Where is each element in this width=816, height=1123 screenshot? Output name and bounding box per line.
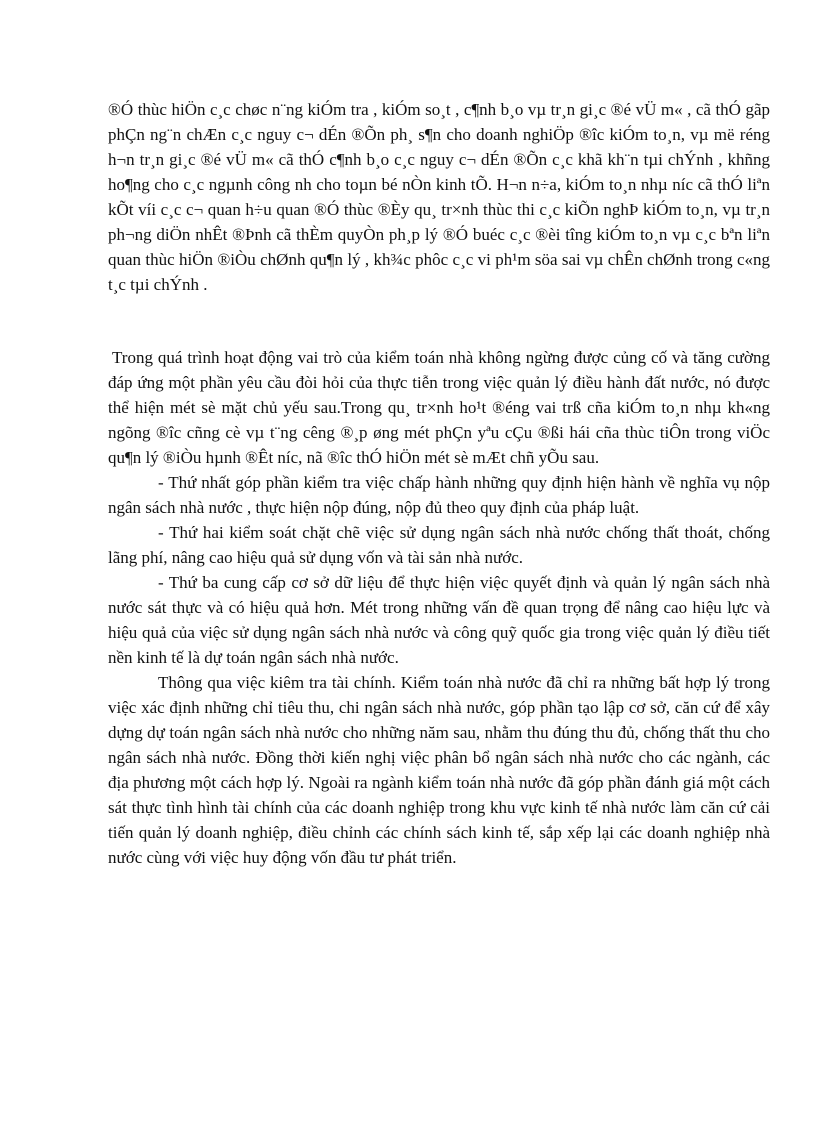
main-body	[108, 345, 770, 870]
garbled-encoding-paragraph: ®Ó thùc hiÖn c¸c chøc n¨ng kiÓm tra , kiÓm so¸t , c¶nh b¸o vµ tr¸n gi¸c ®é vÜ m« , cã thÓ gãp phÇn ng¨n chÆn c¸c nguy c¬ dÉn ®Õn ph¸ s¶n cho doanh nghiÖp ®îc kiÓm to¸n, vµ më réng h¬n tr¸n gi¸c ®é vÜ m« cã thÓ c¶nh b¸o c¸c nguy c¬ dÉn ®Õn c¸c khã kh¨n tµi chÝnh , khñng ho¶ng cho c¸c ngµnh công nh cho toµn bé nÒn kinh tÕ. H¬n n÷a, kiÓm to¸n nhµ níc cã thÓ liªn kÕt víi c¸c c¬ quan h÷u quan ®Ó thùc ®Èy qu¸ tr×nh thùc thi c¸c kiÕn nghÞ kiÓm to¸n, vµ tr¸n ph¬ng diÖn nhÊt ®Þnh cã thÈm quyÒn ph¸p lý ®Ó buéc c¸c ®èi tîng kiÓm to¸n vµ c¸c bªn liªn quan thùc hiÖn ®iÒu chØnh qu¶n lý , kh¾c phôc c¸c vi ph¹m söa sai vµ chÊn chØnh trong c«ng t¸c tµi chÝnh .	[108, 100, 770, 294]
intro-paragraph: Trong quá trình hoạt động vai trò của kiểm toán nhà không ngừng được củng cố và tăng cường đáp ứng một phần yêu cầu đòi hỏi của thực tiễn trong việc quản lý điều hành đất nước, nó được thể hiện mét sè mặt chủ yếu sau.Trong qu¸ tr×nh ho¹t ®éng vai trß cña kiÓm to¸n nhµ kh«ng ngõng ®îc cñng cè vµ t¨ng cêng ®¸p øng mét phÇn yªu cÇu ®ßi hái cña thùc tiÔn trong viÖc qu¶n lý ®iÒu hµnh ®Êt níc, nã ®îc thÓ hiÖn mét sè mÆt chñ yÕu sau.	[108, 348, 770, 467]
closing-paragraph: Thông qua việc kiêm tra tài chính. Kiểm toán nhà nước đã chỉ ra những bất hợp lý trong việc xác định những chỉ tiêu thu, chi ngân sách nhà nước, góp phần tạo lập cơ sở, căn cứ để xây dựng dự toán ngân sách nhà nước cho những năm sau, nhằm thu đúng thu đủ, chống thất thu cho ngân sách nhà nước. Đồng thời kiến nghị việc phân bổ ngân sách nhà nước cho các ngành, các địa phương một cách hợp lý. Ngoài ra ngành kiểm toán nhà nước đã góp phần đánh giá một cách sát thực tình hình tài chính của các doanh nghiệp trong khu vực kinh tế nhà nước làm căn cứ cải tiến quản lý doanh nghiệp, điều chỉnh các chính sách kinh tế, sắp xếp lại các doanh nghiệp nhà nước cùng với việc huy động vốn đầu tư phát triển.	[108, 673, 770, 867]
point-third: - Thứ ba cung cấp cơ sở dữ liệu để thực hiện việc quyết định và quản lý ngân sách nhà nước sát thực và có hiệu quả hơn. Mét trong những vấn đề quan trọng để nâng cao hiệu lực và hiệu quả của việc sử dụng ngân sách nhà nước và công quỹ quốc gia trong việc quản lý điều tiết nền kinh tế là dự toán ngân sách nhà nước.	[108, 573, 770, 667]
point-second: - Thứ hai kiểm soát chặt chẽ việc sử dụng ngân sách nhà nước chống thất thoát, chống lãng phí, nâng cao hiệu quả sử dụng vốn và tài sản nhà nước.	[108, 523, 770, 567]
point-first: - Thứ nhất góp phần kiểm tra việc chấp hành những quy định hiện hành về nghĩa vụ nộp ngân sách nhà nước , thực hiện nộp đúng, nộp đủ theo quy định của pháp luật.	[108, 473, 770, 517]
